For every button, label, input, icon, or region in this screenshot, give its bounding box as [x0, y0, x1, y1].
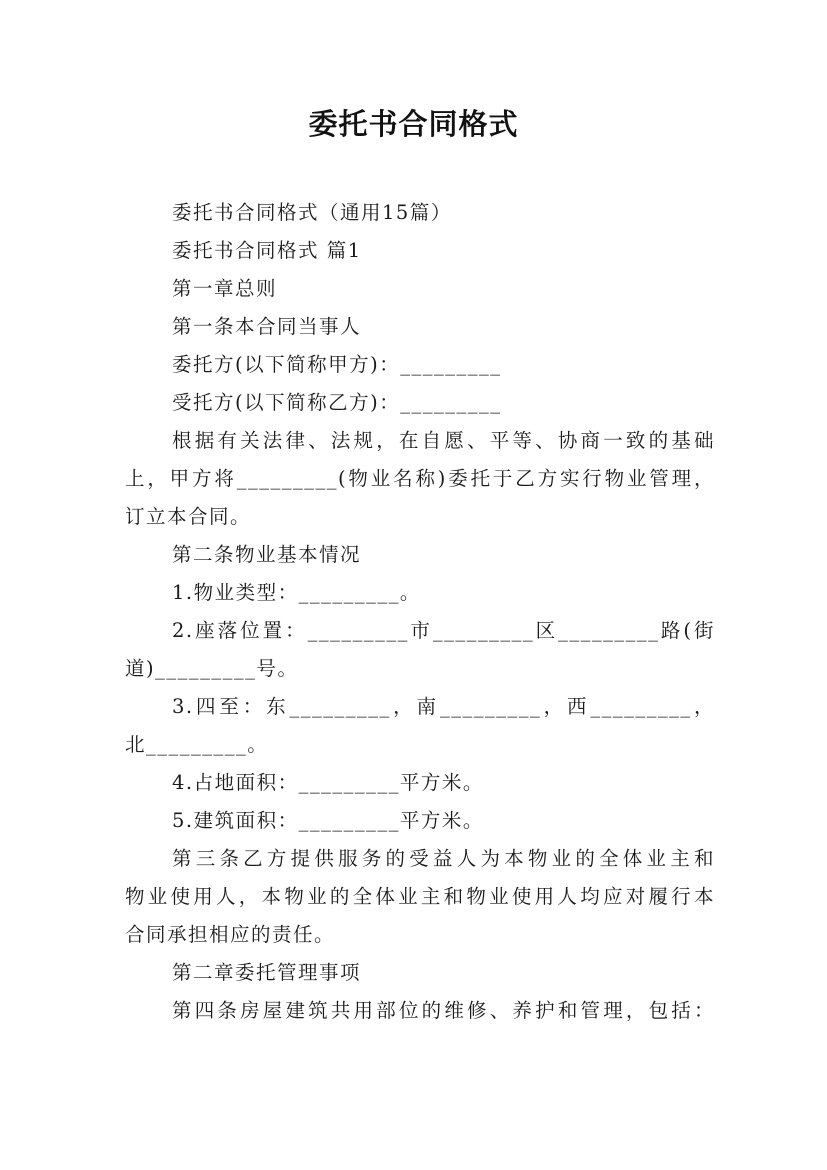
text-line: 委托方(以下简称甲方)：_________	[172, 353, 502, 376]
text-line: 北_________。	[125, 733, 269, 756]
document-title: 委托书合同格式	[308, 107, 519, 141]
text-line: 物业使用人，本物业的全体业主和物业使用人均应对履行本	[125, 885, 715, 908]
text-line: 3.四至：东_________，南_________，西_________，	[172, 695, 715, 718]
text-line: 受托方(以下简称乙方)：_________	[172, 391, 502, 414]
text-line: 第二条物业基本情况	[172, 543, 362, 566]
document-body	[125, 194, 715, 1030]
text-line: 委托书合同格式 篇1	[172, 239, 362, 262]
text-line: 上，甲方将_________(物业名称)委托于乙方实行物业管理，	[125, 467, 715, 490]
text-line: 第四条房屋建筑共用部位的维修、养护和管理，包括：	[172, 999, 715, 1022]
text-line: 合同承担相应的责任。	[125, 923, 336, 946]
text-line: 委托书合同格式（通用15篇）	[172, 201, 452, 224]
text-line: 订立本合同。	[125, 505, 252, 528]
text-line: 2.座落位置：_________市_________区_________路(街	[172, 619, 715, 642]
text-line: 第三条乙方提供服务的受益人为本物业的全体业主和	[172, 847, 715, 870]
text-line: 5.建筑面积：_________平方米。	[172, 809, 484, 832]
text-line: 根据有关法律、法规，在自愿、平等、协商一致的基础	[172, 429, 715, 452]
text-line: 第一章总则	[172, 277, 278, 300]
text-line: 1.物业类型：_________。	[172, 581, 421, 604]
text-line: 第一条本合同当事人	[172, 315, 362, 338]
text-line: 道)_________号。	[125, 657, 299, 680]
text-line: 4.占地面积：_________平方米。	[172, 771, 484, 794]
text-line: 第二章委托管理事项	[172, 961, 362, 984]
